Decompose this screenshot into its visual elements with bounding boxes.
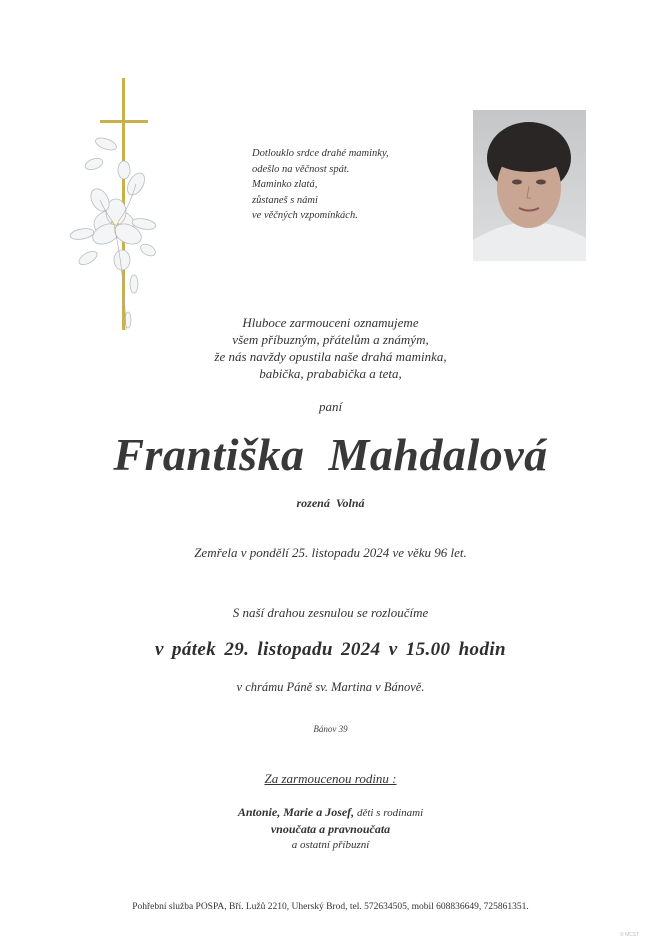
poem-line: zůstaneš s námi	[252, 194, 318, 206]
poem-line: ve věčných vzpomínkách.	[252, 210, 358, 221]
funeral-place: v chrámu Páně sv. Martina v Bánově.	[236, 680, 425, 694]
family-others: a ostatní příbuzní	[291, 839, 370, 851]
corner-mark: © MCST	[620, 932, 640, 938]
family-grandchildren: vnoučata a pravnoučata	[270, 822, 391, 836]
farewell-line: S naší drahou zesnulou se rozloučíme	[232, 605, 429, 620]
children-suffix: děti s rodinami	[354, 807, 424, 819]
family-heading: Za zarmoucenou rodinu :	[264, 771, 397, 786]
intro-line: všem příbuzným, přátelům a známým,	[232, 332, 429, 347]
home-address: Bánov 39	[313, 724, 348, 734]
announcement-intro	[0, 314, 661, 382]
intro-line: babička, prababička a teta,	[259, 366, 402, 381]
poem-line: Maminko zlatá,	[252, 179, 318, 190]
intro-line: Hluboce zarmouceni oznamujeme	[242, 315, 419, 330]
children-names: Antonie, Marie a Josef,	[237, 805, 355, 819]
funeral-datetime: v pátek 29. listopadu 2024 v 15.00 hodin	[154, 639, 507, 660]
memorial-poem	[252, 146, 452, 224]
poem-line: odešlo na věčnost spát.	[252, 163, 350, 175]
poem-line: Dotlouklo srdce drahé maminky,	[252, 148, 389, 159]
intro-line: že nás navždy opustila naše drahá maminka,	[214, 349, 447, 364]
deceased-name: Františka Mahdalová	[113, 429, 548, 480]
family-children	[0, 805, 661, 820]
honorific: paní	[318, 399, 343, 414]
portrait-photo	[473, 110, 586, 261]
death-notice: Zemřela v pondělí 25. listopadu 2024 ve věku 96 let.	[194, 545, 467, 560]
maiden-name: rozená Volná	[296, 496, 365, 510]
funeral-service-footer: Pohřební služba POSPA, Bří. Lužů 2210, Uherský Brod, tel. 572634505, mobil 608836649, 725861351.	[132, 902, 529, 912]
cross-with-lilies-icon	[66, 74, 176, 336]
